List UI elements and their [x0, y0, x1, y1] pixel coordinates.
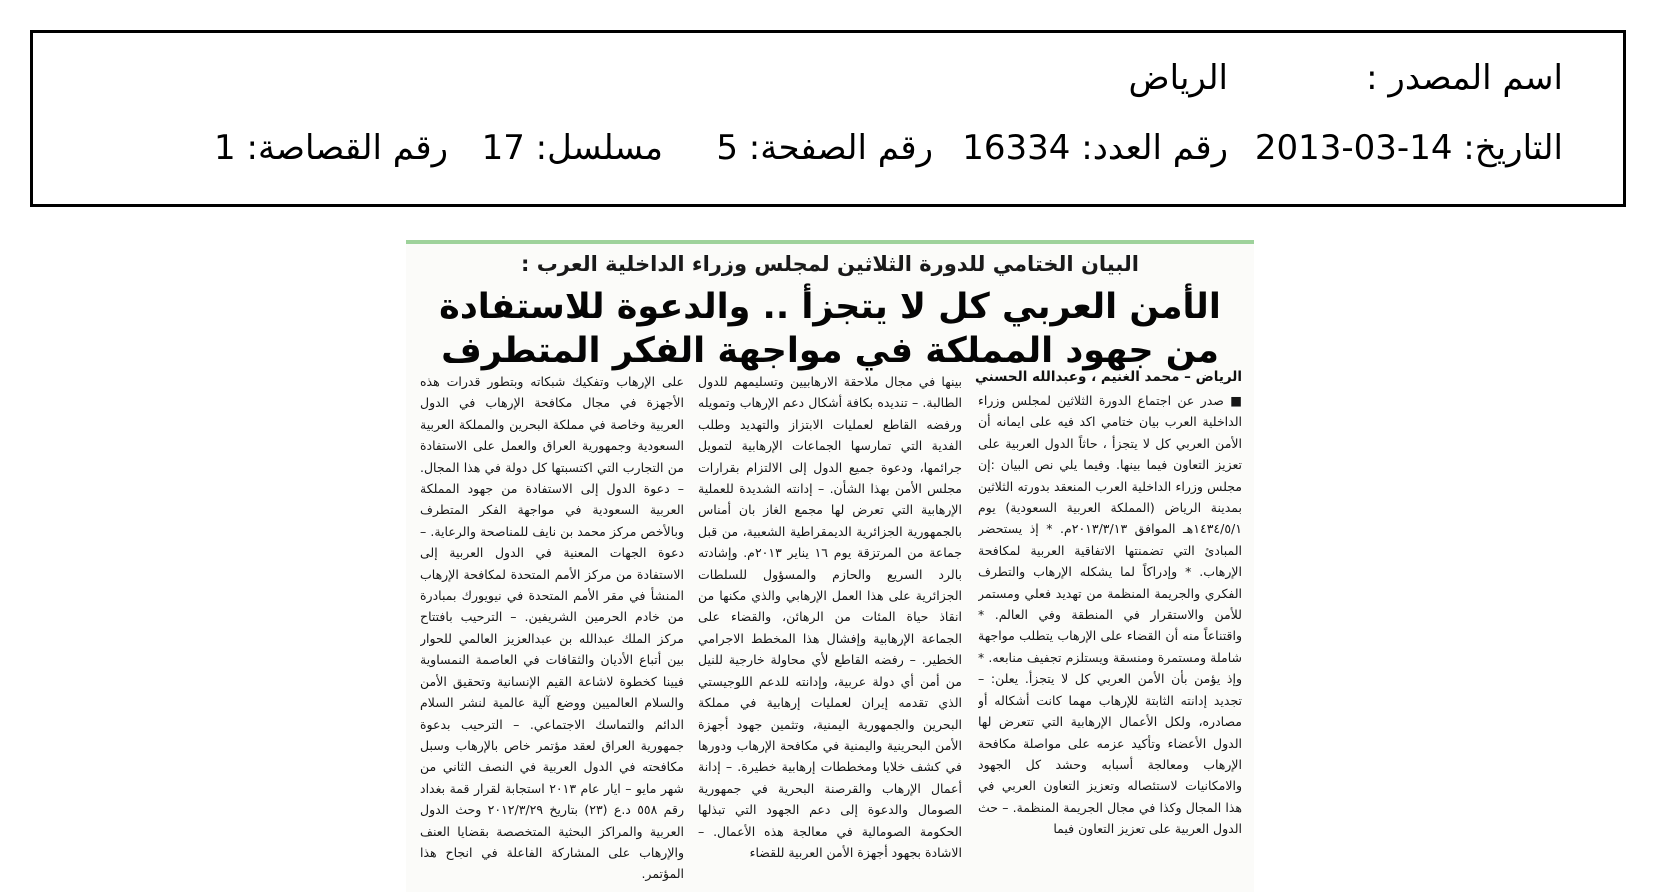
article-column-2	[698, 371, 962, 886]
article-headline: الأمن العربي كل لا يتجزأ .. والدعوة للاستفادة من جهود المملكة في مواجهة الفكر المتطرف	[439, 287, 1221, 371]
newspaper-clipping	[406, 240, 1254, 892]
clip-value: 1	[214, 128, 236, 168]
article-column-1	[978, 390, 1242, 886]
serial-label: مسلسل:	[535, 128, 663, 168]
date-value: 2013-03-14	[1254, 128, 1453, 168]
issue-label: رقم العدد:	[1081, 128, 1228, 168]
source-value: الرياض	[1128, 58, 1228, 98]
page-label: رقم الصفحة:	[748, 128, 933, 168]
clip-field	[214, 128, 448, 168]
article-column-3-text: على الإرهاب وتفكيك شبكاته وبتطور قدرات هذه الأجهزة في مجال مكافحة الإرهاب في الدول العربية وخاصة في مملكة البحرين والمملكة العربية السعودية وجمهورية العراق والعمل على الاستفادة من التجارب التي اكتسبتها كل دولة في هذا المجال. – دعوة الدول إلى الاستفادة من جهود المملكة العربية السعودية في مواجهة الفكر المتطرف وبالأخص مركز محمد بن نايف للمناصحة والرعاية. – دعوة الجهات المعنية في الدول العربية إلى الاستفادة من مركز الأمم المتحدة لمكافحة الإرهاب المنشأ في مقر الأمم المتحدة في نيويورك بمبادرة من خادم الحرمين الشريفين. – الترحيب بافتتاح مركز الملك عبدالله بن عبدالعزيز العالمي للحوار بين أتباع الأديان والثقافات في العاصمة النمساوية فيينا كخطوة لاشاعة القيم الإنسانية وتحقيق الأمن والسلام العالميين ووضع آلية عالمية لنشر السلام الدائم والتماسك الاجتماعي. – الترحيب بدعوة جمهورية العراق لعقد مؤتمر خاص بالإرهاب وسبل مكافحته في الدول العربية في النصف الثاني من شهر مايو – ايار عام ٢٠١٣ استجابة لقرار قمة بغداد رقم ٥٥٨ د.ع (٢٣) بتاريخ ٢٠١٢/٣/٢٩ وحث الدول العربية والمراكز البحثية المتخصصة بقضايا العنف والإرهاب على المشاركة الفاعلة في انجاح هذا المؤتمر.	[420, 374, 684, 882]
date-label: التاريخ:	[1463, 128, 1563, 168]
issue-field	[962, 128, 1228, 168]
article-column-2-text: بينها في مجال ملاحقة الارهابيين وتسليمهم للدول الطالبة. – تنديده بكافة أشكال دعم الإرهاب وتمويله ورفضه القاطع لعمليات الابتزاز والتهديد وطلب الفدية التي تمارسها الجماعات الإرهابية لتمويل جرائمها، ودعوة جميع الدول إلى الالتزام بقرارات مجلس الأمن بهذا الشأن. – إدانته الشديدة للعملية الإرهابية التي تعرض لها مجمع الغاز بان أمناس بالجمهورية الجزائرية الديمقراطية الشعبية، من قبل جماعة من المرتزقة يوم ١٦ يناير ٢٠١٣م. وإشادته بالرد السريع والحازم والمسؤول للسلطات الجزائرية على هذا العمل الإرهابي والذي مكنها من انقاذ حياة المئات من الرهائن، والقضاء على الجماعة الإرهابية وإفشال هذا المخطط الاجرامي الخطير. – رفضه القاطع لأي محاولة خارجية للنيل من أمن أي دولة عربية، وإدانته للدعم اللوجيستي الذي تقدمه إيران لعمليات إرهابية في مملكة البحرين والجمهورية اليمنية، وتثمين جهود أجهزة الأمن البحرينية واليمنية في مكافحة الإرهاب ودورها في كشف خلايا ومخططات إرهابية خطيرة. – إدانة أعمال الإرهاب والقرصنة البحرية في جمهورية الصومال والدعوة إلى دعم الجهود التي تبذلها الحكومة الصومالية في معالجة هذه الأعمال. – الاشادة بجهود أجهزة الأمن العربية للقضاء	[698, 374, 962, 860]
source-label: اسم المصدر :	[1366, 58, 1563, 98]
serial-field	[481, 128, 663, 168]
issue-value: 16334	[962, 128, 1071, 168]
article-column-1-text: ■ صدر عن اجتماع الدورة الثلاثين لمجلس وزراء الداخلية العرب بيان ختامي اكد فيه على ايمانه أن الأمن العربي كل لا يتجزأ ، حاثاً الدول العربية على تعزيز التعاون فيما بينها. وفيما يلي نص البيان :إن مجلس وزراء الداخلية العرب المنعقد بدورته الثلاثين بمدينة الرياض (المملكة العربية السعودية) يوم ١٤٣٤/٥/١هـ الموافق ٢٠١٣/٣/١٣م. * إذ يستحضر المبادئ التي تضمنتها الاتفاقية العربية لمكافحة الإرهاب. * وإدراكاً لما يشكله الإرهاب والتطرف الفكري والجريمة المنظمة من تهديد فعلي ومستمر للأمن والاستقرار في المنطقة وفي العالم. * واقتناعاً منه أن القضاء على الإرهاب يتطلب مواجهة شاملة ومستمرة ومنسقة ويستلزم تجفيف منابعه. * وإذ يؤمن بأن الأمن العربي كل لا يتجزأ. يعلن: – تجديد إدانته الثابتة للإرهاب مهما كانت أشكاله أو مصادره، ولكل الأعمال الإرهابية التي تتعرض لها الدول الأعضاء وتأكيد عزمه على مواصلة مكافحة الإرهاب ومعالجة أسبابه وحشد كل الجهود والامكانيات لاستئصاله وتعزيز التعاون العربي في هذا المجال وكذا في مجال الجريمة المنظمة. – حث الدول العربية على تعزيز التعاون فيما	[978, 393, 1242, 837]
article-column-3	[420, 371, 684, 886]
serial-value: 17	[481, 128, 525, 168]
page-value: 5	[716, 128, 738, 168]
source-info-box	[30, 30, 1626, 207]
clip-label: رقم القصاصة:	[246, 128, 448, 168]
date-field	[1254, 128, 1563, 168]
page-field	[716, 128, 933, 168]
article-kicker: البيان الختامي للدورة الثلاثين لمجلس وزراء الداخلية العرب :	[521, 252, 1139, 276]
article-byline: الرياض – محمد الغنيم ، وعبدالله الحسني	[975, 369, 1242, 385]
